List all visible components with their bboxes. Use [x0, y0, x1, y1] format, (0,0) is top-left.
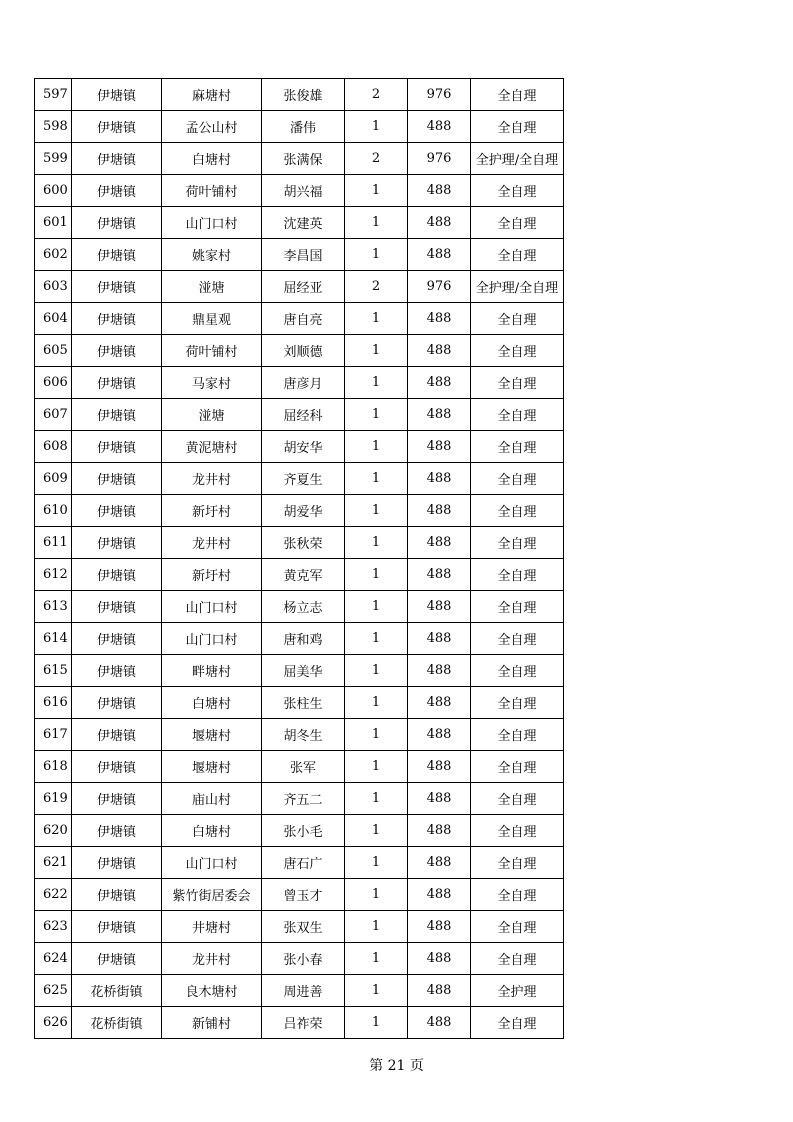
- town-cell: 花桥街镇: [72, 1007, 162, 1039]
- town-cell: 伊塘镇: [72, 751, 162, 783]
- row-number-cell: 604: [35, 303, 72, 335]
- count-cell: 1: [345, 623, 408, 655]
- village-cell: 黄泥塘村: [162, 431, 262, 463]
- name-cell: 屈经科: [262, 399, 345, 431]
- relief-roster-table: [34, 78, 564, 1039]
- count-cell: 1: [345, 943, 408, 975]
- care-type-cell: 全自理: [471, 1007, 564, 1039]
- name-cell: 沈建英: [262, 207, 345, 239]
- care-type-cell: 全自理: [471, 175, 564, 207]
- row-number-cell: 600: [35, 175, 72, 207]
- table-row: [35, 527, 564, 559]
- table-row: [35, 719, 564, 751]
- table-body: [35, 79, 564, 1039]
- name-cell: 屈美华: [262, 655, 345, 687]
- town-cell: 伊塘镇: [72, 879, 162, 911]
- row-number-cell: 611: [35, 527, 72, 559]
- table-row: [35, 943, 564, 975]
- village-cell: 麻塘村: [162, 79, 262, 111]
- row-number-cell: 603: [35, 271, 72, 303]
- count-cell: 1: [345, 751, 408, 783]
- table-row: [35, 111, 564, 143]
- town-cell: 伊塘镇: [72, 207, 162, 239]
- care-type-cell: 全自理: [471, 783, 564, 815]
- town-cell: 伊塘镇: [72, 527, 162, 559]
- table-row: [35, 847, 564, 879]
- amount-cell: 976: [408, 143, 471, 175]
- name-cell: 刘顺德: [262, 335, 345, 367]
- care-type-cell: 全自理: [471, 111, 564, 143]
- count-cell: 1: [345, 975, 408, 1007]
- count-cell: 1: [345, 847, 408, 879]
- town-cell: 伊塘镇: [72, 847, 162, 879]
- table-row: [35, 239, 564, 271]
- count-cell: 1: [345, 783, 408, 815]
- name-cell: 齐五二: [262, 783, 345, 815]
- care-type-cell: 全自理: [471, 591, 564, 623]
- name-cell: 李昌国: [262, 239, 345, 271]
- village-cell: 新圩村: [162, 495, 262, 527]
- table-row: [35, 367, 564, 399]
- count-cell: 1: [345, 207, 408, 239]
- town-cell: 伊塘镇: [72, 911, 162, 943]
- table-row: [35, 175, 564, 207]
- row-number-cell: 619: [35, 783, 72, 815]
- care-type-cell: 全自理: [471, 559, 564, 591]
- amount-cell: 488: [408, 879, 471, 911]
- amount-cell: 488: [408, 687, 471, 719]
- row-number-cell: 622: [35, 879, 72, 911]
- care-type-cell: 全自理: [471, 527, 564, 559]
- row-number-cell: 602: [35, 239, 72, 271]
- name-cell: 张小春: [262, 943, 345, 975]
- name-cell: 屈经亚: [262, 271, 345, 303]
- name-cell: 张军: [262, 751, 345, 783]
- amount-cell: 488: [408, 367, 471, 399]
- table-row: [35, 143, 564, 175]
- village-cell: 白塘村: [162, 687, 262, 719]
- care-type-cell: 全自理: [471, 879, 564, 911]
- table-row: [35, 431, 564, 463]
- amount-cell: 488: [408, 591, 471, 623]
- care-type-cell: 全自理: [471, 687, 564, 719]
- town-cell: 伊塘镇: [72, 719, 162, 751]
- amount-cell: 488: [408, 495, 471, 527]
- page-number: 第 21 页: [369, 1058, 424, 1074]
- amount-cell: 488: [408, 783, 471, 815]
- row-number-cell: 624: [35, 943, 72, 975]
- town-cell: 伊塘镇: [72, 559, 162, 591]
- name-cell: 胡冬生: [262, 719, 345, 751]
- town-cell: 伊塘镇: [72, 655, 162, 687]
- amount-cell: 488: [408, 463, 471, 495]
- village-cell: 新圩村: [162, 559, 262, 591]
- town-cell: 伊塘镇: [72, 783, 162, 815]
- row-number-cell: 607: [35, 399, 72, 431]
- town-cell: 伊塘镇: [72, 943, 162, 975]
- town-cell: 伊塘镇: [72, 495, 162, 527]
- amount-cell: 488: [408, 1007, 471, 1039]
- name-cell: 齐夏生: [262, 463, 345, 495]
- row-number-cell: 598: [35, 111, 72, 143]
- table-row: [35, 303, 564, 335]
- name-cell: 杨立志: [262, 591, 345, 623]
- amount-cell: 488: [408, 975, 471, 1007]
- village-cell: 山门口村: [162, 847, 262, 879]
- town-cell: 伊塘镇: [72, 271, 162, 303]
- row-number-cell: 616: [35, 687, 72, 719]
- amount-cell: 488: [408, 623, 471, 655]
- count-cell: 1: [345, 1007, 408, 1039]
- count-cell: 2: [345, 143, 408, 175]
- count-cell: 1: [345, 111, 408, 143]
- town-cell: 伊塘镇: [72, 239, 162, 271]
- amount-cell: 976: [408, 79, 471, 111]
- name-cell: 唐和鸡: [262, 623, 345, 655]
- table-row: [35, 335, 564, 367]
- row-number-cell: 601: [35, 207, 72, 239]
- row-number-cell: 614: [35, 623, 72, 655]
- town-cell: 伊塘镇: [72, 79, 162, 111]
- count-cell: 1: [345, 175, 408, 207]
- table-row: [35, 975, 564, 1007]
- name-cell: 曾玉才: [262, 879, 345, 911]
- count-cell: 1: [345, 303, 408, 335]
- count-cell: 1: [345, 655, 408, 687]
- care-type-cell: 全护理: [471, 975, 564, 1007]
- town-cell: 伊塘镇: [72, 591, 162, 623]
- care-type-cell: 全自理: [471, 943, 564, 975]
- table-row: [35, 463, 564, 495]
- count-cell: 1: [345, 527, 408, 559]
- row-number-cell: 620: [35, 815, 72, 847]
- row-number-cell: 605: [35, 335, 72, 367]
- name-cell: 吕祚荣: [262, 1007, 345, 1039]
- count-cell: 1: [345, 495, 408, 527]
- village-cell: 龙井村: [162, 463, 262, 495]
- name-cell: 胡兴福: [262, 175, 345, 207]
- count-cell: 1: [345, 367, 408, 399]
- table-row: [35, 815, 564, 847]
- amount-cell: 488: [408, 335, 471, 367]
- name-cell: 张秋荣: [262, 527, 345, 559]
- table-row: [35, 79, 564, 111]
- table-row: [35, 879, 564, 911]
- count-cell: 1: [345, 719, 408, 751]
- town-cell: 伊塘镇: [72, 367, 162, 399]
- village-cell: 湴塘: [162, 271, 262, 303]
- amount-cell: 488: [408, 815, 471, 847]
- count-cell: 1: [345, 335, 408, 367]
- table-row: [35, 751, 564, 783]
- village-cell: 白塘村: [162, 815, 262, 847]
- count-cell: 1: [345, 431, 408, 463]
- table-row: [35, 399, 564, 431]
- table-row: [35, 623, 564, 655]
- care-type-cell: 全自理: [471, 431, 564, 463]
- amount-cell: 976: [408, 271, 471, 303]
- name-cell: 周进善: [262, 975, 345, 1007]
- care-type-cell: 全自理: [471, 335, 564, 367]
- amount-cell: 488: [408, 751, 471, 783]
- row-number-cell: 599: [35, 143, 72, 175]
- row-number-cell: 610: [35, 495, 72, 527]
- row-number-cell: 608: [35, 431, 72, 463]
- town-cell: 伊塘镇: [72, 111, 162, 143]
- village-cell: 堰塘村: [162, 719, 262, 751]
- table-row: [35, 559, 564, 591]
- amount-cell: 488: [408, 943, 471, 975]
- count-cell: 1: [345, 911, 408, 943]
- count-cell: 2: [345, 79, 408, 111]
- row-number-cell: 618: [35, 751, 72, 783]
- name-cell: 唐自亮: [262, 303, 345, 335]
- table-row: [35, 495, 564, 527]
- care-type-cell: 全自理: [471, 303, 564, 335]
- village-cell: 庙山村: [162, 783, 262, 815]
- amount-cell: 488: [408, 847, 471, 879]
- amount-cell: 488: [408, 527, 471, 559]
- care-type-cell: 全护理/全自理: [471, 271, 564, 303]
- town-cell: 伊塘镇: [72, 815, 162, 847]
- name-cell: 胡爱华: [262, 495, 345, 527]
- village-cell: 山门口村: [162, 591, 262, 623]
- name-cell: 唐石广: [262, 847, 345, 879]
- row-number-cell: 621: [35, 847, 72, 879]
- town-cell: 伊塘镇: [72, 463, 162, 495]
- amount-cell: 488: [408, 239, 471, 271]
- village-cell: 湴塘: [162, 399, 262, 431]
- name-cell: 张柱生: [262, 687, 345, 719]
- row-number-cell: 612: [35, 559, 72, 591]
- care-type-cell: 全自理: [471, 207, 564, 239]
- row-number-cell: 615: [35, 655, 72, 687]
- care-type-cell: 全护理/全自理: [471, 143, 564, 175]
- row-number-cell: 617: [35, 719, 72, 751]
- table-row: [35, 655, 564, 687]
- table-row: [35, 687, 564, 719]
- row-number-cell: 606: [35, 367, 72, 399]
- care-type-cell: 全自理: [471, 367, 564, 399]
- village-cell: 龙井村: [162, 527, 262, 559]
- name-cell: 潘伟: [262, 111, 345, 143]
- care-type-cell: 全自理: [471, 751, 564, 783]
- row-number-cell: 613: [35, 591, 72, 623]
- care-type-cell: 全自理: [471, 495, 564, 527]
- count-cell: 1: [345, 463, 408, 495]
- town-cell: 花桥街镇: [72, 975, 162, 1007]
- name-cell: 张小毛: [262, 815, 345, 847]
- town-cell: 伊塘镇: [72, 431, 162, 463]
- town-cell: 伊塘镇: [72, 175, 162, 207]
- village-cell: 新铺村: [162, 1007, 262, 1039]
- care-type-cell: 全自理: [471, 463, 564, 495]
- town-cell: 伊塘镇: [72, 687, 162, 719]
- village-cell: 姚家村: [162, 239, 262, 271]
- town-cell: 伊塘镇: [72, 143, 162, 175]
- village-cell: 孟公山村: [162, 111, 262, 143]
- village-cell: 山门口村: [162, 207, 262, 239]
- amount-cell: 488: [408, 303, 471, 335]
- count-cell: 1: [345, 879, 408, 911]
- care-type-cell: 全自理: [471, 815, 564, 847]
- name-cell: 张俊雄: [262, 79, 345, 111]
- table-row: [35, 1007, 564, 1039]
- name-cell: 胡安华: [262, 431, 345, 463]
- amount-cell: 488: [408, 175, 471, 207]
- count-cell: 1: [345, 591, 408, 623]
- table-row: [35, 207, 564, 239]
- village-cell: 井塘村: [162, 911, 262, 943]
- count-cell: 1: [345, 815, 408, 847]
- care-type-cell: 全自理: [471, 399, 564, 431]
- village-cell: 荷叶铺村: [162, 335, 262, 367]
- amount-cell: 488: [408, 719, 471, 751]
- table-row: [35, 911, 564, 943]
- name-cell: 唐彦月: [262, 367, 345, 399]
- care-type-cell: 全自理: [471, 79, 564, 111]
- table-row: [35, 783, 564, 815]
- row-number-cell: 626: [35, 1007, 72, 1039]
- row-number-cell: 597: [35, 79, 72, 111]
- name-cell: 黄克军: [262, 559, 345, 591]
- table-row: [35, 591, 564, 623]
- count-cell: 1: [345, 399, 408, 431]
- village-cell: 山门口村: [162, 623, 262, 655]
- count-cell: 2: [345, 271, 408, 303]
- row-number-cell: 625: [35, 975, 72, 1007]
- care-type-cell: 全自理: [471, 911, 564, 943]
- count-cell: 1: [345, 239, 408, 271]
- care-type-cell: 全自理: [471, 623, 564, 655]
- name-cell: 张满保: [262, 143, 345, 175]
- amount-cell: 488: [408, 559, 471, 591]
- village-cell: 紫竹街居委会: [162, 879, 262, 911]
- amount-cell: 488: [408, 431, 471, 463]
- amount-cell: 488: [408, 207, 471, 239]
- amount-cell: 488: [408, 111, 471, 143]
- town-cell: 伊塘镇: [72, 335, 162, 367]
- village-cell: 龙井村: [162, 943, 262, 975]
- care-type-cell: 全自理: [471, 847, 564, 879]
- village-cell: 荷叶铺村: [162, 175, 262, 207]
- table-row: [35, 271, 564, 303]
- care-type-cell: 全自理: [471, 239, 564, 271]
- care-type-cell: 全自理: [471, 719, 564, 751]
- care-type-cell: 全自理: [471, 655, 564, 687]
- village-cell: 白塘村: [162, 143, 262, 175]
- row-number-cell: 623: [35, 911, 72, 943]
- town-cell: 伊塘镇: [72, 399, 162, 431]
- amount-cell: 488: [408, 399, 471, 431]
- row-number-cell: 609: [35, 463, 72, 495]
- amount-cell: 488: [408, 911, 471, 943]
- town-cell: 伊塘镇: [72, 623, 162, 655]
- village-cell: 畔塘村: [162, 655, 262, 687]
- village-cell: 堰塘村: [162, 751, 262, 783]
- count-cell: 1: [345, 559, 408, 591]
- village-cell: 马家村: [162, 367, 262, 399]
- count-cell: 1: [345, 687, 408, 719]
- name-cell: 张双生: [262, 911, 345, 943]
- town-cell: 伊塘镇: [72, 303, 162, 335]
- village-cell: 鼎星观: [162, 303, 262, 335]
- village-cell: 良木塘村: [162, 975, 262, 1007]
- amount-cell: 488: [408, 655, 471, 687]
